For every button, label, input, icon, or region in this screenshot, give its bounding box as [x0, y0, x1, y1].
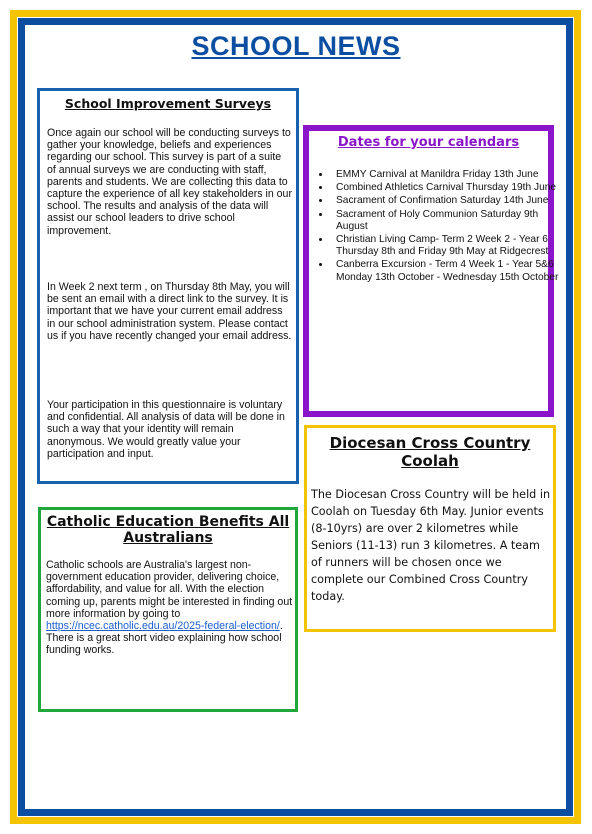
catholic-education-box	[38, 507, 298, 712]
surveys-paragraph-3: Your participation in this questionnaire is voluntary and confidential. All analysis of data will be done in such a way that your identity will remain anonymous. We would greatly value your participation and input.	[47, 399, 285, 460]
cross-country-box	[304, 425, 556, 632]
catholic-text-video: There is a great short video explaining how school funding works.	[46, 632, 282, 657]
calendar-list	[313, 169, 567, 285]
link-suffix: .	[279, 620, 283, 633]
surveys-paragraph-1: Once again our school will be conducting surveys to gather your knowledge, beliefs and experiences regarding our school. This survey is part of a suite of annual surveys we are conducting with staff, parents and students. We are collecting this data to capture the experience of all key stakeholders in our school. The results and analysis of the data will assist our school leaders to drive school improvement.	[47, 127, 292, 237]
calendar-heading: Dates for your calendars	[337, 135, 520, 150]
surveys-heading: School Improvement Surveys	[64, 96, 272, 111]
cross-country-heading: Diocesan Cross Country Coolah	[329, 434, 531, 470]
catholic-education-heading: Catholic Education Benefits All Australians	[46, 514, 290, 546]
list-item: • Sacrament of Confirmation Saturday 14th June	[331, 195, 567, 207]
surveys-paragraph-2: In Week 2 next term , on Thursday 8th May, you will be sent an email with a direct link to the survey. It is important that we have your current email address in our school administration system. Please contact us if you have recently changed your email address.	[47, 281, 292, 342]
cross-country-text: The Diocesan Cross Country will be held in Coolah on Tuesday 6th May. Junior events (8-10yrs) are over 2 kilometres while Seniors (11-13) run 3 kilometres. A team of runners will be chosen once we complete our Combined Cross Country today.	[311, 488, 551, 603]
list-item: • Canberra Excursion - Term 4 Week 1 - Year 5&6 Monday 13th October - Wednesday 15th October	[331, 259, 567, 283]
surveys-box	[37, 88, 299, 484]
list-item: • Combined Athletics Carnival Thursday 19th June	[331, 182, 567, 194]
list-item: • Christian Living Camp- Term 2 Week 2 - Year 6 Thursday 8th and Friday 9th May at Ridgecrest	[331, 234, 567, 258]
catholic-text-intro: Catholic schools are Australia's largest non-government education provider, delivering choice, affordability, and value for all. With the election coming up, parents might be interested in finding out more information by going to	[46, 559, 293, 620]
ncec-election-link[interactable]: https://ncec.catholic.edu.au/2025-federal-election/	[46, 620, 280, 633]
calendar-box	[303, 125, 559, 417]
list-item: • EMMY Carnival at Manildra Friday 13th June	[331, 169, 567, 181]
catholic-education-text	[46, 559, 294, 657]
list-item: • Sacrament of Holy Communion Saturday 9th August	[331, 209, 567, 233]
page-title: SCHOOL NEWS	[191, 31, 401, 61]
